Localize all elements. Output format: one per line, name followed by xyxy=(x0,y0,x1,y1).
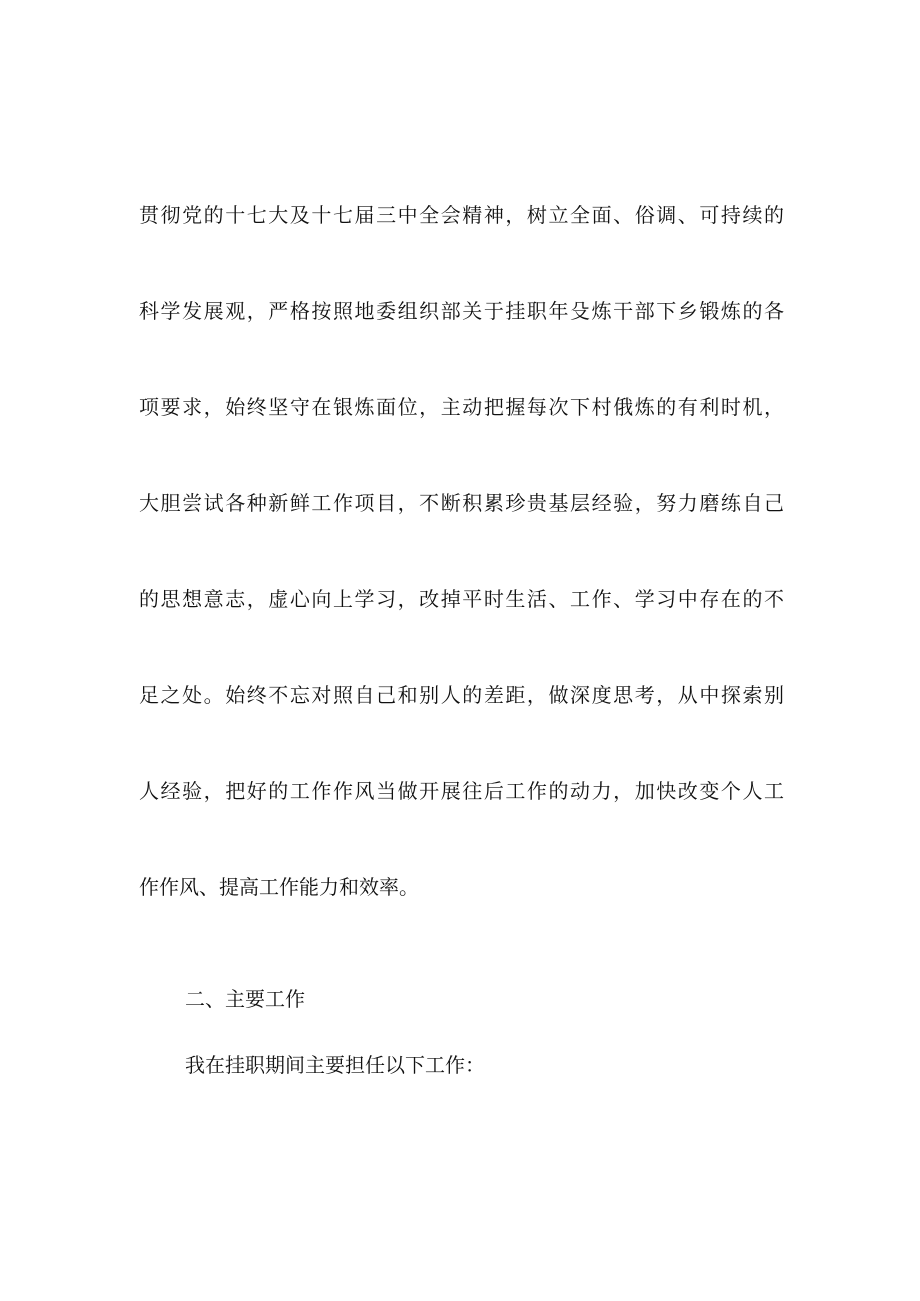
section-heading: 二、主要工作 xyxy=(185,987,305,1011)
section-intro: 我在挂职期间主要担任以下工作： xyxy=(185,1053,485,1077)
paragraph-line: 科学发展观，严格按照地委组织部关于挂职年殳炼干部下乡锻炼的各 xyxy=(139,299,784,323)
paragraph-line: 人经验，把好的工作作风当做开展往后工作的动力，加快改变个人工 xyxy=(139,779,784,803)
paragraph-line: 足之处。始终不忘对照自己和别人的差距，做深度思考，从中探索别 xyxy=(139,683,784,707)
paragraph-line: 项要求，始终坚守在银炼面位，主动把握每次下村俄炼的有利时机， xyxy=(139,395,784,419)
paragraph-line: 的思想意志，虚心向上学习，改掉平时生活、工作、学习中存在的不 xyxy=(139,587,784,611)
paragraph-line: 大胆尝试各种新鲜工作项目，不断积累珍贵基层经验，努力磨练自己 xyxy=(139,491,784,515)
paragraph-line: 贯彻党的十七大及十七届三中全会精神，树立全面、俗调、可持续的 xyxy=(139,203,784,227)
paragraph-line: 作作风、提高工作能力和效率。 xyxy=(139,875,419,899)
